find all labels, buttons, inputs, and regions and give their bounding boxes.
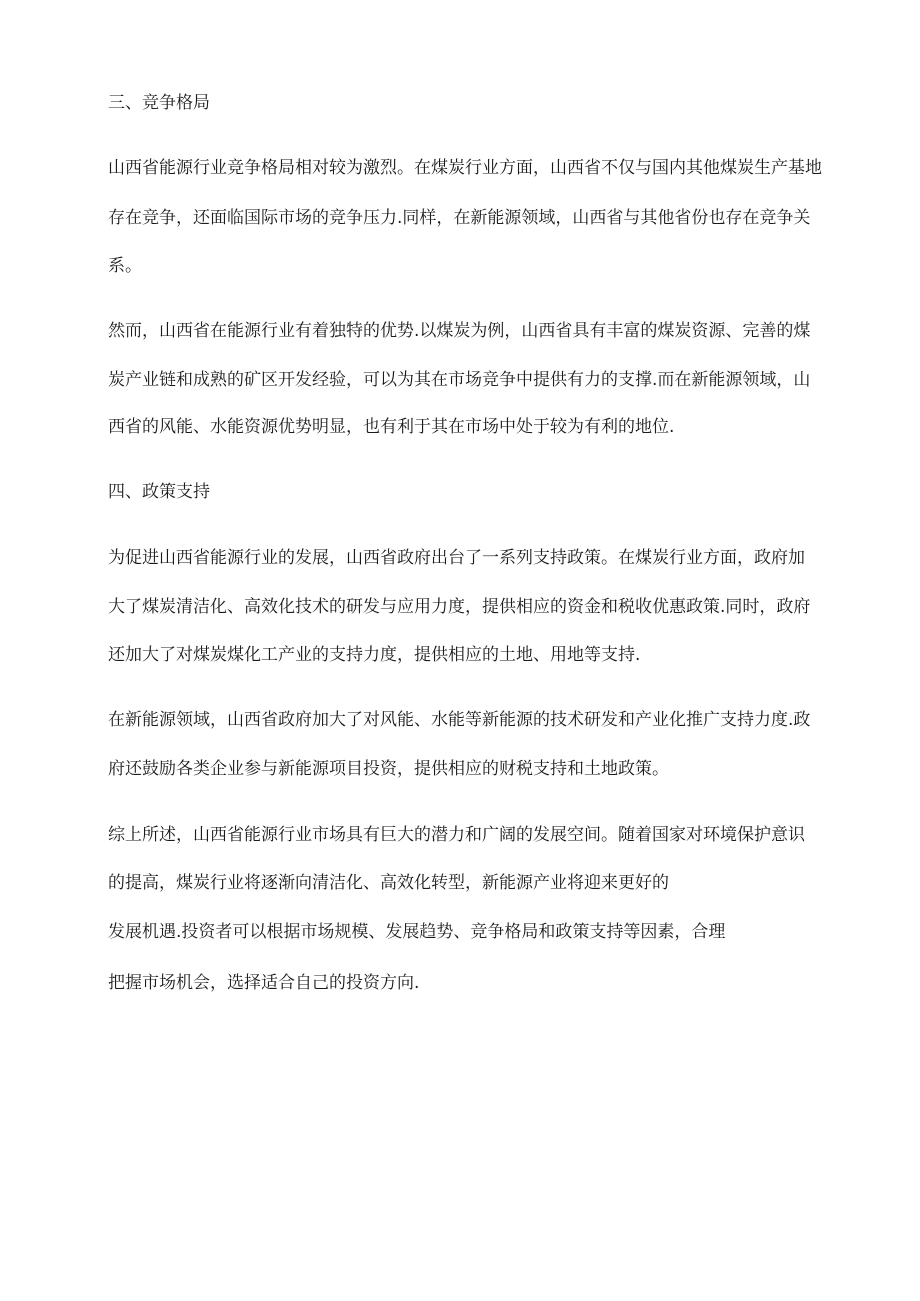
section-heading-policy: 四、政策支持 xyxy=(108,482,210,502)
text-line: 炭产业链和成熟的矿区开发经验，可以为其在市场竞争中提供有力的支撑.而在新能源领域，山 xyxy=(108,370,811,390)
text-line: 综上所述，山西省能源行业市场具有巨大的潜力和广阔的发展空间。随着国家对环境保护意识 xyxy=(108,825,805,845)
text-line: 为促进山西省能源行业的发展，山西省政府出台了一系列支持政策。在煤炭行业方面，政府加 xyxy=(108,548,805,568)
text-line: 在新能源领域，山西省政府加大了对风能、水能等新能源的技术研发和产业化推广支持力度.政 xyxy=(108,710,811,730)
text-line: 发展机遇.投资者可以根据市场规模、发展趋势、竞争格局和政策支持等因素，合理 xyxy=(108,922,726,942)
text-line: 西省的风能、水能资源优势明显，也有利于其在市场中处于较为有利的地位. xyxy=(108,417,675,437)
text-line: 府还鼓励各类企业参与新能源项目投资，提供相应的财税支持和土地政策。 xyxy=(108,759,669,779)
text-line: 然而，山西省在能源行业有着独特的优势.以煤炭为例，山西省具有丰富的煤炭资源、完善的煤 xyxy=(108,321,811,341)
section-heading-competition: 三、竞争格局 xyxy=(108,93,210,113)
text-line: 大了煤炭清洁化、高效化技术的研发与应用力度，提供相应的资金和税收优惠政策.同时，政府 xyxy=(108,597,811,617)
text-line: 还加大了对煤炭煤化工产业的支持力度，提供相应的土地、用地等支持. xyxy=(108,645,641,665)
text-line: 山西省能源行业竞争格局相对较为激烈。在煤炭行业方面，山西省不仅与国内其他煤炭生产基地 xyxy=(108,158,822,178)
text-line: 系。 xyxy=(108,256,142,276)
text-line: 把握市场机会，选择适合自己的投资方向. xyxy=(108,973,420,993)
text-line: 存在竞争，还面临国际市场的竞争压力.同样，在新能源领域，山西省与其他省份也存在竞争关 xyxy=(108,208,811,228)
text-line: 的提高，煤炭行业将逐渐向清洁化、高效化转型，新能源产业将迎来更好的 xyxy=(108,873,669,893)
